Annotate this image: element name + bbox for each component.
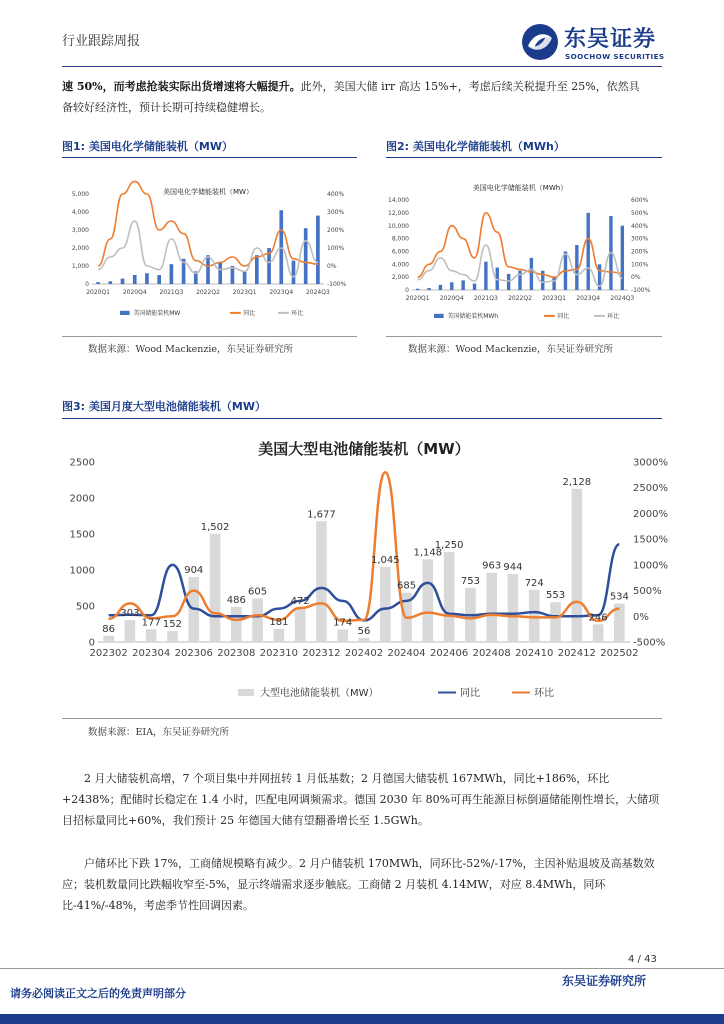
fig2-source: 数据来源：Wood Mackenzie，东吴证券研究所 (408, 344, 614, 355)
x-axis-tick: 202410 (515, 648, 554, 659)
right-axis-tick: 400% (631, 222, 649, 230)
left-axis-tick: 2,000 (71, 245, 89, 253)
bar-data-label: 685 (397, 580, 417, 592)
bar-data-label: 904 (184, 564, 204, 576)
x-axis-tick: 2024Q3 (305, 289, 330, 296)
left-axis-tick: 0 (85, 281, 89, 289)
legend-swatch (238, 689, 254, 696)
right-axis-tick: 2000% (633, 508, 668, 520)
right-axis-tick: 600% (631, 197, 649, 205)
bar-data-label: 944 (503, 562, 523, 574)
x-axis-tick: 202408 (472, 648, 511, 659)
footer-disclaimer: 请务必阅读正文之后的免责声明部分 (10, 987, 186, 1000)
x-axis-tick: 2022Q2 (196, 289, 220, 296)
legend-label: 环比 (607, 313, 620, 320)
right-axis-tick: 100% (327, 245, 345, 253)
x-axis-tick: 202404 (387, 648, 426, 659)
bar (337, 629, 348, 642)
bar-data-label: 1,148 (413, 547, 443, 559)
bar (206, 255, 210, 284)
footer-divider (0, 968, 724, 969)
right-axis-tick: 300% (327, 209, 345, 217)
right-axis-tick: 400% (327, 191, 345, 199)
logo-en-text: SOOCHOW SECURITIES (565, 52, 665, 61)
bar-data-label: 2,128 (562, 476, 592, 488)
chart-us-monthly-large-storage (62, 424, 668, 714)
fig1-title: 美国电化学储能装机（MW） (88, 140, 233, 153)
bar (621, 226, 624, 290)
bar-data-label: 1,502 (200, 521, 230, 533)
bar-data-label: 1,677 (307, 509, 336, 521)
x-axis-tick: 2020Q4 (122, 289, 147, 296)
left-axis-tick: 10,000 (388, 222, 409, 230)
bar (571, 489, 582, 642)
fig2-top-rule (386, 157, 662, 158)
bar (359, 638, 370, 642)
x-axis-tick: 2023Q1 (542, 295, 567, 302)
bar (550, 602, 561, 642)
legend-label: 同比 (460, 688, 480, 699)
bar-data-label: 605 (248, 586, 268, 598)
bar (484, 262, 487, 290)
right-axis-tick: 200% (327, 227, 345, 235)
intro-rest: 此外，美国大储 irr 高达 15%+，考虑后续关税提升至 25%，依然具备较好经济性，预计长期可持续稳健增长。 (62, 80, 640, 114)
bar (316, 216, 320, 284)
bar (133, 275, 137, 284)
intro-bold: 速 50%，而考虑抢装实际出货增速将大幅提升。 (62, 80, 301, 93)
left-axis-tick: 5,000 (71, 191, 89, 199)
left-axis-tick: 2000 (69, 493, 95, 505)
bar (518, 271, 521, 290)
body-paragraph-1: 2 月大储装机高增，7 个项目集中并网扭转 1 月低基数；2 月德国大储装机 167MWh，同比+186%，环比+2438%；配储时长稳定在 1.4 小时，匹配电网调频需求。德国 2030 年 80%可再生能源目标倒逼储能刚性增长，大储项目招标量同比+60%，我们预计 25 年德国大储有望翻番增长至 1.5GWh。 (62, 772, 660, 827)
legend-label: 大型电池储能装机（MW） (260, 688, 379, 699)
bar (575, 245, 578, 290)
chart-title: 美国电化学储能装机（MW） (163, 188, 253, 196)
left-axis-tick: 4,000 (71, 209, 89, 217)
bar (486, 573, 497, 642)
legend-label: 同比 (557, 313, 570, 320)
right-axis-tick: 3000% (633, 457, 668, 469)
bar-data-label: 553 (545, 590, 566, 602)
bar (529, 590, 540, 642)
bar (444, 552, 455, 642)
bar (304, 228, 308, 284)
chart-title: 美国大型电池储能装机（MW） (258, 440, 470, 458)
right-axis-tick: -100% (327, 281, 347, 289)
legend-label: 同比 (243, 310, 256, 317)
footer-bar (0, 1014, 724, 1024)
right-axis-tick: 2500% (633, 483, 668, 495)
left-axis-tick: 1000 (69, 565, 95, 577)
bar-data-label: 753 (460, 575, 480, 587)
fig1-label: 图1: (62, 140, 86, 153)
bar (541, 271, 544, 290)
bar (292, 261, 296, 284)
bar-data-label: 177 (141, 617, 161, 629)
fig3-top-rule (62, 418, 662, 419)
right-axis-tick: 0% (633, 611, 649, 623)
fig2-bottom-rule (386, 336, 662, 337)
left-axis-tick: 1,000 (71, 263, 89, 271)
fig3-label: 图3: (62, 400, 86, 413)
right-axis-tick: 300% (631, 235, 649, 243)
bar (552, 277, 555, 290)
bar-data-label: 246 (588, 612, 608, 624)
x-axis-tick: 2022Q2 (508, 295, 532, 302)
brand-logo (520, 22, 690, 66)
bar (103, 636, 114, 642)
bar-data-label: 963 (482, 560, 502, 572)
left-axis-tick: 500 (75, 601, 95, 613)
left-axis-tick: 8,000 (391, 235, 409, 243)
soochow-logo-icon (520, 22, 560, 62)
fig2-label: 图2: (386, 140, 410, 153)
left-axis-tick: 0 (405, 287, 409, 295)
bar (380, 567, 391, 642)
bar (423, 559, 434, 642)
bar-data-label: 303 (120, 608, 140, 620)
bar (316, 521, 327, 642)
right-axis-tick: 200% (631, 248, 649, 256)
left-axis-tick: 2,000 (391, 274, 409, 282)
bar (252, 598, 263, 642)
bar (279, 210, 283, 284)
right-axis-tick: 1000% (633, 560, 668, 572)
bar-data-label: 174 (333, 617, 353, 629)
x-axis-tick: 2021Q3 (159, 289, 184, 296)
x-axis-tick: 202302 (89, 648, 128, 659)
bar (255, 255, 259, 284)
chart-us-storage-mwh (386, 164, 662, 334)
right-axis-tick: -500% (633, 637, 666, 649)
bar (427, 288, 430, 290)
body-paragraph-2: 户储环比下跌 17%，工商储规模略有减少。2 月户储装机 170MWh，同环比-52%/-17%，主因补贴退坡及高基数效应；装机数量同比跌幅收窄至-5%，显示终端需求逐步触底。工商储 2 月装机 4.14MW，对应 8.4MWh，同环比-41%/-48%，考虑季节性回调因素。 (62, 857, 655, 912)
legend-label: 美国储能装机MWh (447, 313, 499, 320)
left-axis-tick: 3,000 (71, 227, 89, 235)
x-axis-tick: 202502 (600, 648, 639, 659)
bar (473, 284, 476, 290)
right-axis-tick: 500% (631, 209, 649, 217)
left-axis-tick: 1500 (69, 529, 95, 541)
bar (295, 608, 306, 642)
bar (507, 274, 510, 290)
logo-cn-text: 东吴证券 (564, 27, 657, 52)
footer-institute: 东吴证券研究所 (562, 974, 647, 988)
bar (593, 624, 604, 642)
x-axis-tick: 202312 (302, 648, 341, 659)
x-axis-tick: 2024Q3 (610, 295, 635, 302)
bar-data-label: 534 (609, 591, 629, 603)
header-divider (62, 66, 662, 67)
bar-data-label: 486 (226, 595, 246, 607)
right-axis-tick: -100% (631, 287, 651, 295)
bar (587, 213, 590, 290)
x-axis-tick: 2020Q4 (439, 295, 464, 302)
bar-data-label: 56 (357, 625, 371, 637)
bar (125, 620, 136, 642)
x-axis-tick: 202412 (557, 648, 596, 659)
x-axis-tick: 202406 (430, 648, 469, 659)
left-axis-tick: 6,000 (391, 248, 409, 256)
legend-label: 美国储能装机MW (133, 310, 181, 317)
bar (121, 279, 125, 284)
x-axis-tick: 2020Q1 (86, 289, 111, 296)
bar (243, 271, 247, 284)
x-axis-tick: 202304 (132, 648, 171, 659)
x-axis-tick: 202306 (174, 648, 213, 659)
bar (146, 629, 157, 642)
left-axis-tick: 14,000 (388, 197, 409, 205)
fig3-bottom-rule (62, 718, 662, 719)
chart-title: 美国电化学储能装机（MWh） (472, 184, 568, 192)
bar (274, 629, 285, 642)
fig1-heading (62, 138, 233, 154)
bar (167, 631, 178, 642)
bar (461, 280, 464, 290)
x-axis-tick: 2023Q4 (269, 289, 294, 296)
legend-swatch (434, 314, 444, 318)
x-axis-tick: 202310 (259, 648, 298, 659)
bar (108, 281, 112, 284)
bar-data-label: 181 (269, 616, 289, 628)
bar-data-label: 86 (102, 623, 116, 635)
right-axis-tick: 0% (327, 263, 337, 271)
chart-us-storage-mw (62, 164, 357, 334)
bar (96, 282, 100, 284)
right-axis-tick: 100% (631, 261, 649, 269)
page-number: 4 / 43 (628, 954, 657, 965)
bar (416, 289, 419, 290)
fig1-top-rule (62, 157, 357, 158)
fig2-title: 美国电化学储能装机（MWh） (412, 140, 565, 153)
bar (530, 258, 533, 290)
x-axis-tick: 2023Q4 (576, 295, 601, 302)
left-axis-tick: 4,000 (391, 261, 409, 269)
fig1-source: 数据来源：Wood Mackenzie，东吴证券研究所 (88, 344, 294, 355)
x-axis-tick: 202308 (217, 648, 256, 659)
left-axis-tick: 12,000 (388, 209, 409, 217)
bar (157, 275, 161, 284)
bar (231, 607, 242, 642)
bar (170, 264, 174, 284)
x-axis-tick: 202402 (344, 648, 384, 659)
x-axis-tick: 2020Q1 (405, 295, 430, 302)
fig3-source: 数据来源：EIA，东吴证券研究所 (88, 727, 230, 738)
legend-swatch (120, 311, 130, 315)
left-axis-tick: 2500 (69, 457, 95, 469)
bar-data-label: 472 (290, 596, 310, 608)
bar (508, 574, 519, 642)
header-category: 行业跟踪周报 (62, 34, 141, 49)
right-axis-tick: 500% (633, 586, 662, 598)
bar (210, 534, 221, 642)
bar-data-label: 1,250 (434, 540, 464, 551)
right-axis-tick: 0% (631, 274, 641, 282)
bar (218, 262, 222, 284)
bar (145, 273, 149, 284)
left-axis-tick: 0 (88, 637, 95, 649)
fig3-title: 美国月度大型电池储能装机（MW） (88, 400, 266, 413)
bar-data-label: 1,045 (370, 554, 400, 566)
intro-paragraph (62, 76, 642, 118)
fig3-heading (62, 398, 266, 414)
fig2-heading (386, 138, 565, 154)
bar (450, 282, 453, 290)
legend-label: 环比 (291, 310, 304, 317)
bar (439, 285, 442, 290)
legend-label: 环比 (534, 688, 554, 699)
bar-data-label: 724 (524, 577, 544, 589)
bar-data-label: 152 (162, 619, 183, 631)
x-axis-tick: 2023Q1 (232, 289, 257, 296)
bar (231, 266, 235, 284)
right-axis-tick: 1500% (633, 534, 668, 546)
x-axis-tick: 2021Q3 (473, 295, 498, 302)
fig1-bottom-rule (62, 336, 357, 337)
